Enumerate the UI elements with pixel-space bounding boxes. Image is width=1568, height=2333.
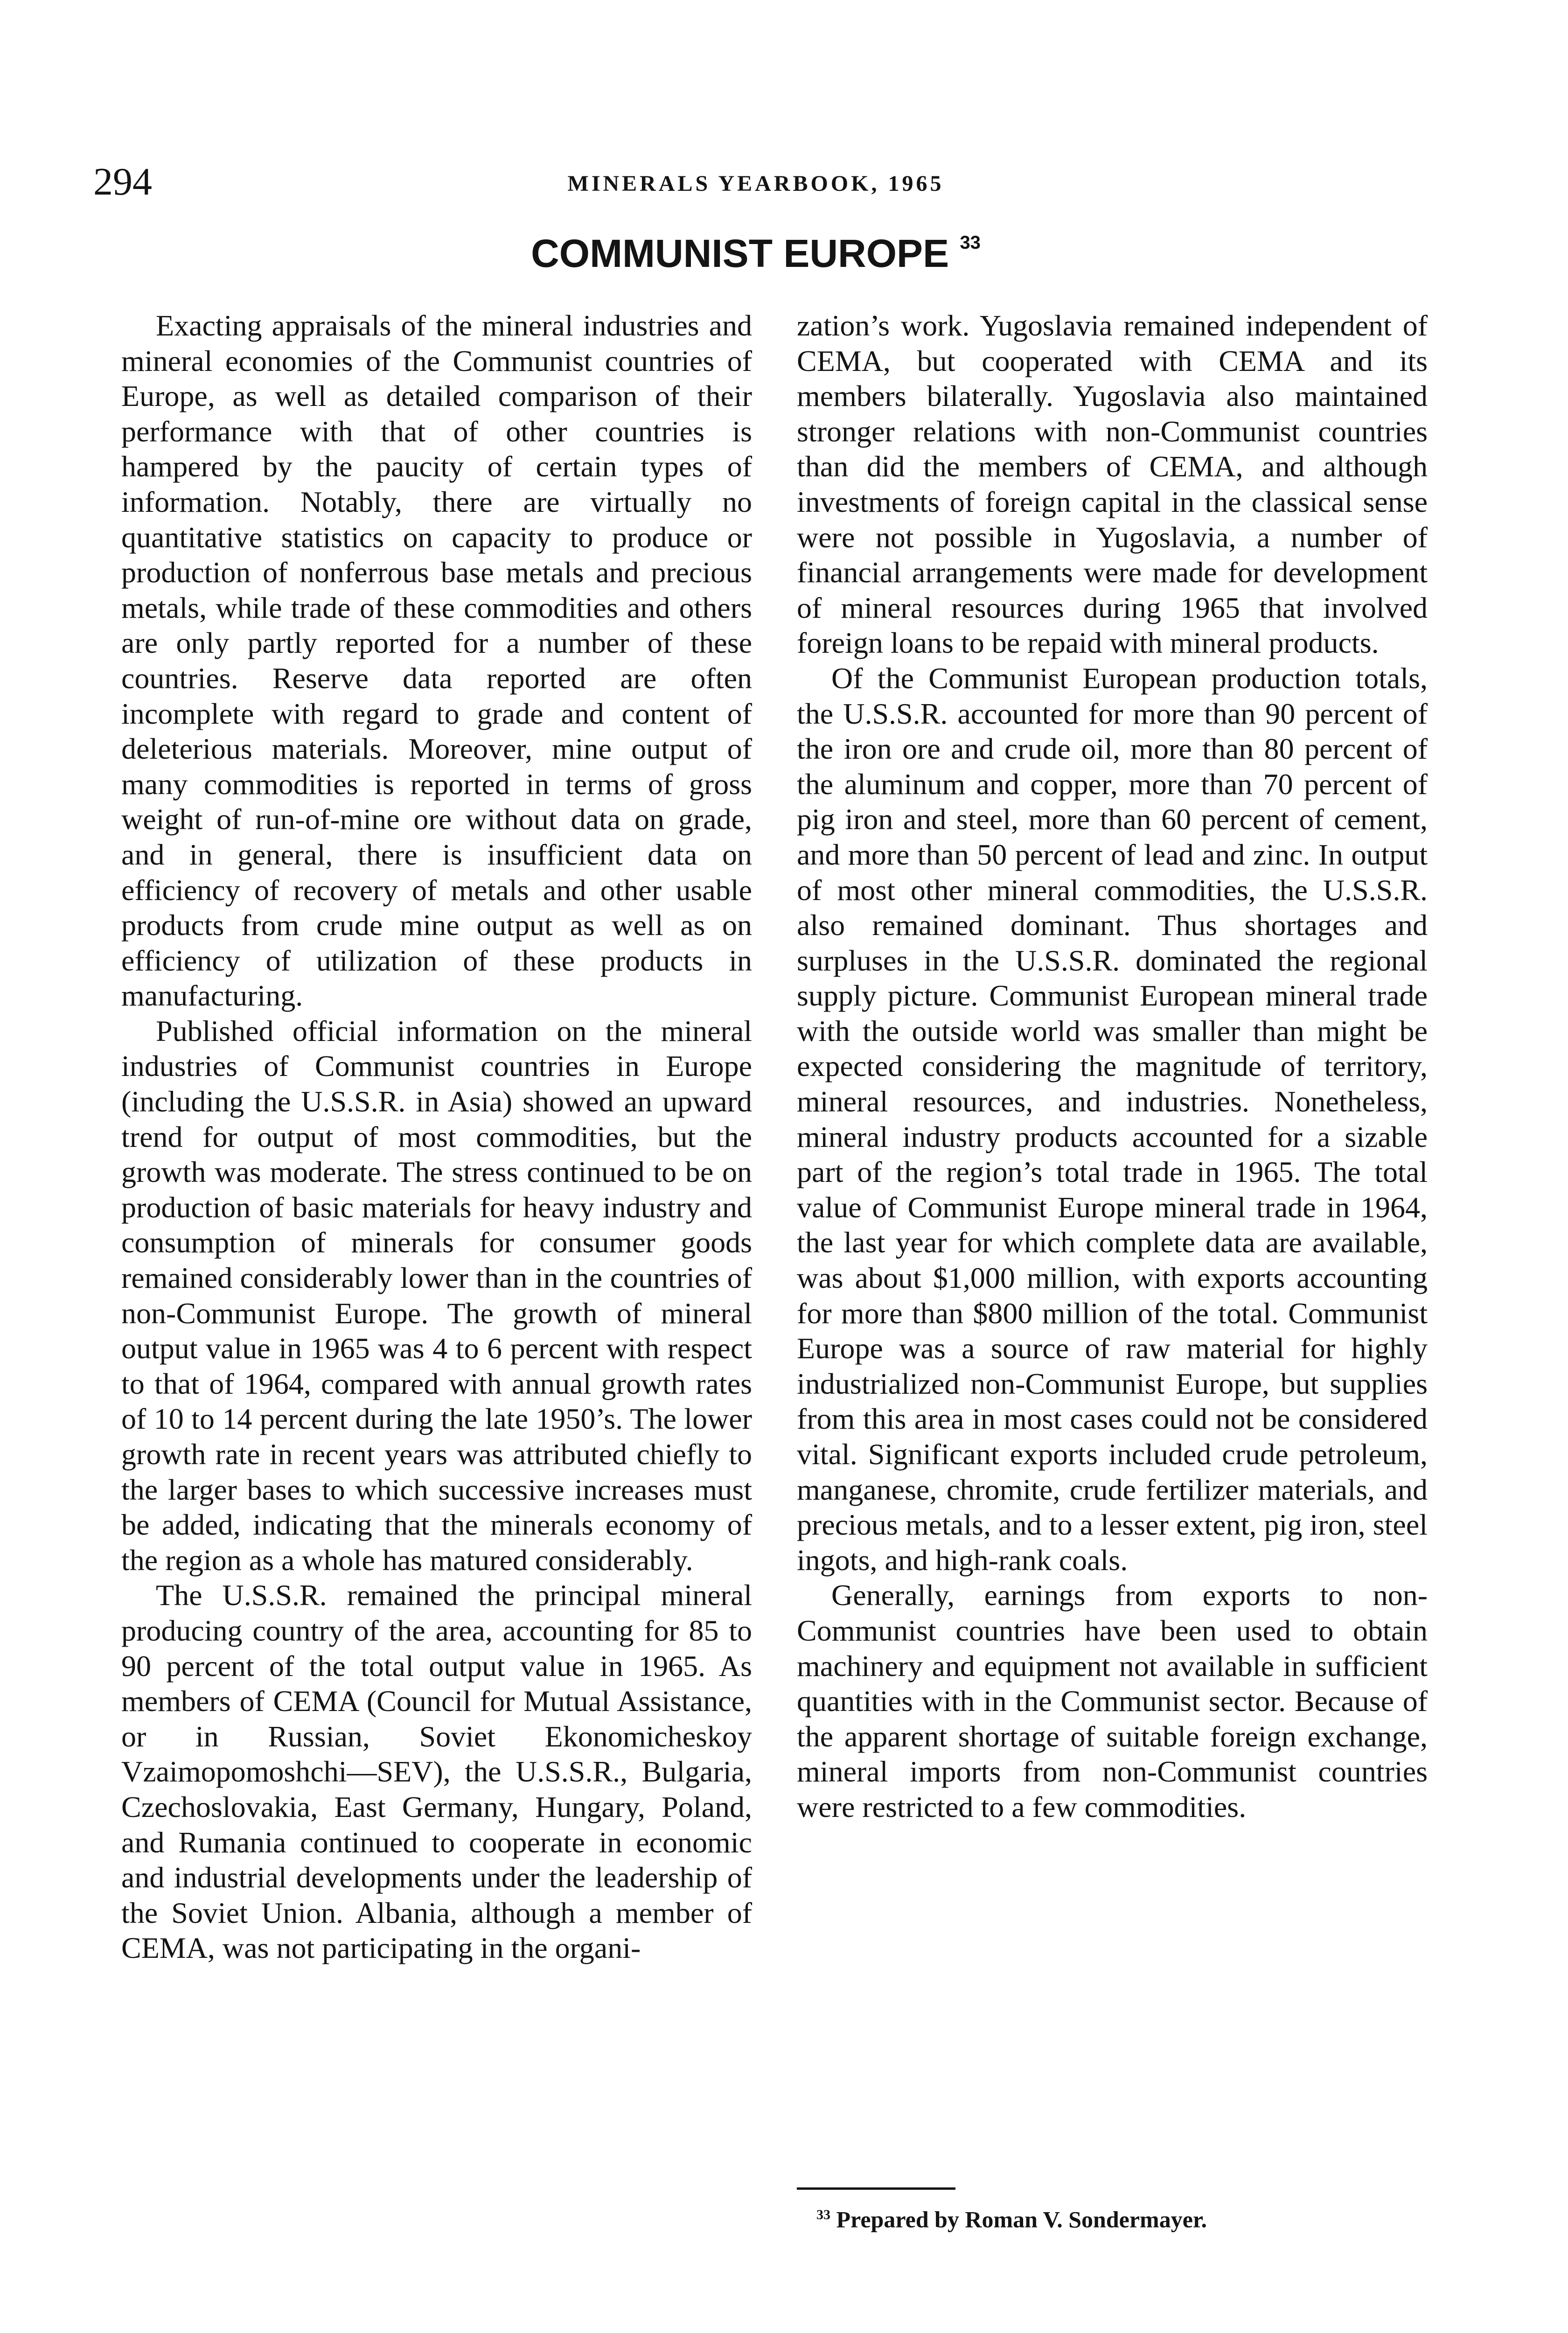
page-number: 294 — [93, 160, 152, 203]
section-title — [93, 219, 1418, 281]
section-title-text: COMMUNIST EUROPE — [531, 231, 949, 275]
footnote — [797, 2199, 1428, 2236]
page-header — [93, 154, 1418, 210]
paragraph-ussr-principal: The U.S.S.R. remained the principal mineral producing country of the area, accounting for 85 to 90 percent of the total output value in 1965. As members of CEMA (Council for Mutual Assistance, or in Russian, Soviet Ekonomicheskoy Vzaimopomoshchi—SEV), the U.S.S.R., Bulgaria, Czechoslovakia, East Germany, Hungary, Poland, and Rumania continued to cooperate in economic and industrial developments under the leadership of the Soviet Union. Albania, although a member of CEMA, was not participating in the organi- — [121, 1579, 752, 1965]
running-head: MINERALS YEARBOOK, 1965 — [567, 171, 944, 196]
footnote-text: Prepared by Roman V. Sondermayer. — [836, 2206, 1207, 2233]
paragraph-production-totals: Of the Communist European production totals, the U.S.S.R. accounted for more than 90 percent of the iron ore and crude oil, more than 80 percent of the aluminum and copper, more than 70 percent of pig iron and steel, more than 60 percent of cement, and more than 50 percent of lead and zinc. In output of most other mineral commodities, the U.S.S.R. also remained dominant. Thus shortages and surpluses in the U.S.S.R. dominated the regional supply picture. Communist European mineral trade with the outside world was smaller than might be expected considering the magnitude of territory, mineral resources, and industries. Nonetheless, mineral industry products accounted for a sizable part of the region’s total trade in 1965. The total value of Communist Europe mineral trade in 1964, the last year for which complete data are available, was about $1,000 million, with exports accounting for more than $800 million of the total. Communist Europe was a source of raw material for highly industrialized non-Communist Europe, but supplies from this area in most cases could not be considered vital. Significant exports included crude petroleum, manganese, chromite, crude fertilizer materials, and precious metals, and to a lesser extent, pig iron, steel ingots, and high-rank coals. — [797, 661, 1428, 1577]
footnote-reference: 33 — [960, 232, 981, 253]
paragraph-official-information: Published official information on the mineral industries of Communist countries in Europe (including the U.S.S.R. in Asia) showed an upward trend for output of most commodities, but the growth was moderate. The stress continued to be on production of basic materials for heavy industry and consumption of minerals for consumer goods remained considerably lower than in the countries of non-Communist Europe. The growth of mineral output value in 1965 was 4 to 6 percent with respect to that of 1964, compared with annual growth rates of 10 to 14 percent during the late 1950’s. The lower growth rate in recent years was attributed chiefly to the larger bases to which successive increases must be added, indicating that the minerals economy of the region as a whole has matured considerably. — [121, 1014, 752, 1577]
footnote-number: 33 — [816, 2207, 830, 2222]
footnote-divider — [797, 2187, 955, 2190]
right-column — [797, 308, 1428, 1825]
paragraph-appraisals: Exacting appraisals of the mineral industries and mineral economies of the Communist countries of Europe, as well as detailed comparison of their performance with that of other countries is hampered by the paucity of certain types of information. Notably, there are virtually no quantitative statistics on capacity to produce or production of nonferrous base metals and precious metals, while trade of these commodities and others are only partly reported for a number of these countries. Reserve data reported are often incomplete with regard to grade and content of deleterious materials. Moreover, mine output of many commodities is reported in terms of gross weight of run-of-mine ore without data on grade, and in general, there is insufficient data on efficiency of recovery of metals and other usable products from crude mine output as well as on efficiency of utilization of these products in manufacturing. — [121, 309, 752, 1013]
left-column — [121, 308, 752, 1966]
paragraph-yugoslavia-continued: zation’s work. Yugoslavia remained independent of CEMA, but cooperated with CEMA and its members bilaterally. Yugoslavia also maintained stronger relations with non-Communist countries than did the members of CEMA, and although investments of foreign capital in the classical sense were not possible in Yugoslavia, a number of financial arrangements were made for development of mineral resources during 1965 that involved foreign loans to be repaid with mineral products. — [797, 309, 1428, 660]
paragraph-export-earnings: Generally, earnings from exports to non-Communist countries have been used to obtain machinery and equipment not available in sufficient quantities with in the Communist sector. Because of the apparent shortage of suitable foreign exchange, mineral imports from non-Communist countries were restricted to a few commodities. — [797, 1579, 1428, 1823]
